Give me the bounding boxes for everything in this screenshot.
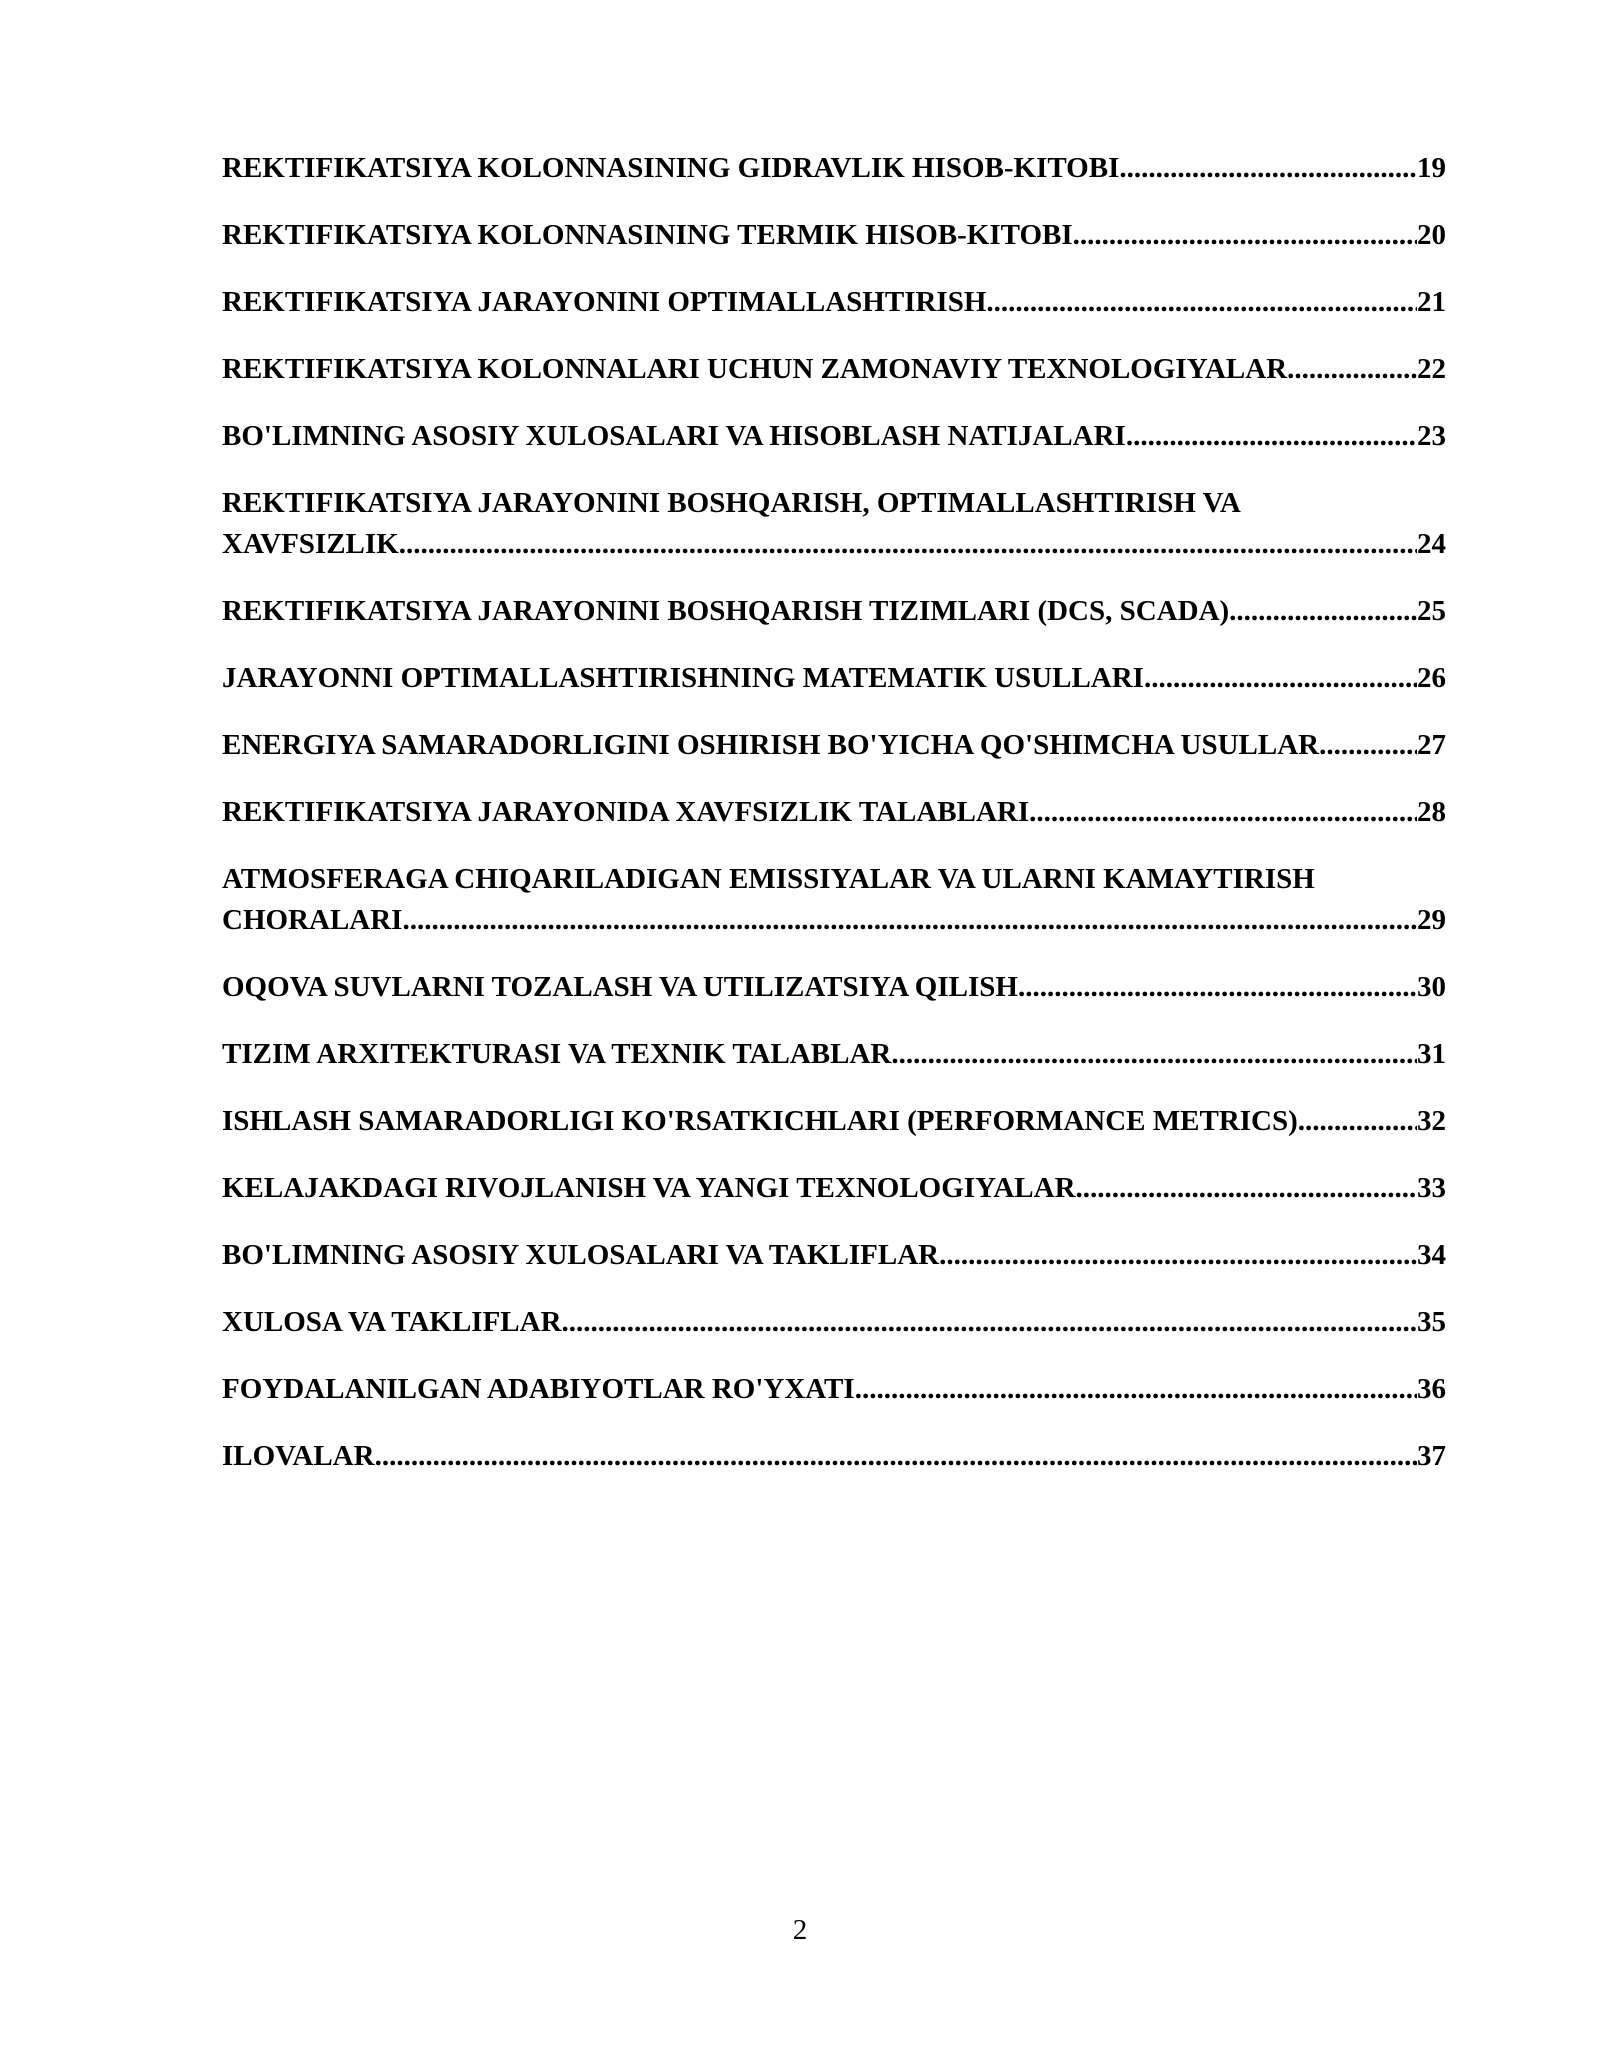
toc-entry-title: REKTIFIKATSIYA JARAYONINI OPTIMALLASHTIRISH [222,286,987,318]
toc-entry-row [222,1235,1446,1276]
toc-entry-title: REKTIFIKATSIYA KOLONNASINING TERMIK HISOB-KITOBI [222,219,1073,251]
toc-entry-page: 30 [1417,971,1446,1003]
toc-entry-title: REKTIFIKATSIYA JARAYONIDA XAVFSIZLIK TALABLARI [222,796,1030,828]
toc-entry-row [222,658,1446,699]
toc-entry [222,1235,1446,1276]
toc-dot-leader [1073,215,1417,256]
toc-entry [222,483,1446,565]
toc-entry-title: OQOVA SUVLARNI TOZALASH VA UTILIZATSIYA QILISH [222,971,1018,1003]
toc-entry-page: 20 [1417,219,1446,251]
toc-entry-row [222,1369,1446,1410]
toc-entry-row [222,1101,1446,1142]
toc-entry-title: KELAJAKDAGI RIVOJLANISH VA YANGI TEXNOLOGIYALAR [222,1172,1076,1204]
toc-dot-leader [1018,967,1417,1008]
toc-entry [222,1101,1446,1142]
toc-entry-title: TIZIM ARXITEKTURASI VA TEXNIK TALABLAR [222,1038,892,1070]
toc-entry-page: 33 [1417,1172,1446,1204]
toc-entry-page: 37 [1417,1440,1446,1472]
toc-entry-row [222,349,1446,390]
toc-dot-leader [855,1369,1417,1410]
toc-entry [222,1436,1446,1477]
toc-entry-row [222,1168,1446,1209]
toc-dot-leader [1319,725,1417,766]
toc-entry [222,349,1446,390]
toc-entry-row [222,1034,1446,1075]
toc-entry-title: REKTIFIKATSIYA KOLONNASINING GIDRAVLIK HISOB-KITOBI [222,152,1120,184]
toc-entry [222,1369,1446,1410]
toc-entry-row [222,591,1446,632]
toc-entry [222,658,1446,699]
toc-dot-leader [1298,1101,1417,1142]
toc-entry-row [222,282,1446,323]
toc-dot-leader [399,524,1417,565]
toc-entry-page: 32 [1417,1105,1446,1137]
toc-entry-title: REKTIFIKATSIYA JARAYONINI BOSHQARISH TIZIMLARI (DCS, SCADA) [222,595,1230,627]
toc-entry-page: 22 [1417,353,1446,385]
toc-entry-page: 25 [1417,595,1446,627]
toc-entry-page: 31 [1417,1038,1446,1070]
toc-dot-leader [1126,416,1417,457]
toc-entry-page: 36 [1417,1373,1446,1405]
toc-entry-row [222,900,1446,941]
toc-entry-title: ISHLASH SAMARADORLIGI KO'RSATKICHLARI (PERFORMANCE METRICS) [222,1105,1298,1137]
toc-entry-page: 34 [1417,1239,1446,1271]
toc-entry [222,215,1446,256]
toc-entry-row [222,792,1446,833]
toc-entry-row [222,148,1446,189]
toc-entry-page: 28 [1417,796,1446,828]
toc-entry-title-line2: XAVFSIZLIK [222,528,399,560]
toc-entry-page: 23 [1417,420,1446,452]
toc-dot-leader [562,1302,1417,1343]
toc-entry [222,792,1446,833]
toc-entry-title: REKTIFIKATSIYA KOLONNALARI UCHUN ZAMONAVIY TEXNOLOGIYALAR [222,353,1288,385]
toc-dot-leader [1287,349,1417,390]
toc-entry-page: 35 [1417,1306,1446,1338]
toc-entry-row [222,524,1446,565]
page-number: 2 [792,1914,808,1946]
toc-entry-title: ENERGIYA SAMARADORLIGINI OSHIRISH BO'YICHA QO'SHIMCHA USULLAR [222,729,1320,761]
toc-dot-leader [1029,792,1417,833]
toc-entry-page: 29 [1417,904,1446,936]
toc-entry [222,1168,1446,1209]
toc-dot-leader [402,900,1417,941]
toc-entry-page: 19 [1417,152,1446,184]
toc-entry-page: 26 [1417,662,1446,694]
toc-entry-title-line2: CHORALARI [222,904,403,936]
toc-entry-title: ILOVALAR [222,1440,375,1472]
toc-entry [222,1034,1446,1075]
toc-entry-row [222,1302,1446,1343]
toc-entry-title: JARAYONNI OPTIMALLASHTIRISHNING MATEMATIK USULLARI [222,662,1144,694]
toc-dot-leader [1076,1168,1417,1209]
toc-dot-leader [1144,658,1417,699]
toc-entry-title-line1: ATMOSFERAGA CHIQARILADIGAN EMISSIYALAR VA ULARNI KAMAYTIRISH [222,863,1315,895]
toc-entry-title: XULOSA VA TAKLIFLAR [222,1306,562,1338]
toc-dot-leader [986,282,1417,323]
toc-entry [222,591,1446,632]
toc-dot-leader [891,1034,1417,1075]
toc-entry [222,859,1446,941]
toc-entry-row [222,1436,1446,1477]
toc-dot-leader [375,1436,1417,1477]
toc-entry-page: 27 [1417,729,1446,761]
toc-dot-leader [1119,148,1417,189]
toc-entry [222,282,1446,323]
toc-entry [222,725,1446,766]
toc-entry-title: BO'LIMNING ASOSIY XULOSALARI VA TAKLIFLAR [222,1239,940,1271]
toc-dot-leader [939,1235,1417,1276]
toc-entry-title: BO'LIMNING ASOSIY XULOSALARI VA HISOBLASH NATIJALARI [222,420,1126,452]
table-of-contents [222,148,1446,1503]
toc-entry [222,967,1446,1008]
toc-entry-page: 21 [1417,286,1446,318]
toc-entry-row [222,725,1446,766]
toc-entry [222,148,1446,189]
toc-entry [222,416,1446,457]
toc-entry-title-line1: REKTIFIKATSIYA JARAYONINI BOSHQARISH, OPTIMALLASHTIRISH VA [222,487,1241,519]
toc-entry [222,1302,1446,1343]
toc-entry-row [222,967,1446,1008]
toc-dot-leader [1229,591,1417,632]
toc-entry-row [222,416,1446,457]
toc-entry-page: 24 [1417,528,1446,560]
toc-entry-row [222,215,1446,256]
toc-entry-title: FOYDALANILGAN ADABIYOTLAR RO'YXATI [222,1373,855,1405]
